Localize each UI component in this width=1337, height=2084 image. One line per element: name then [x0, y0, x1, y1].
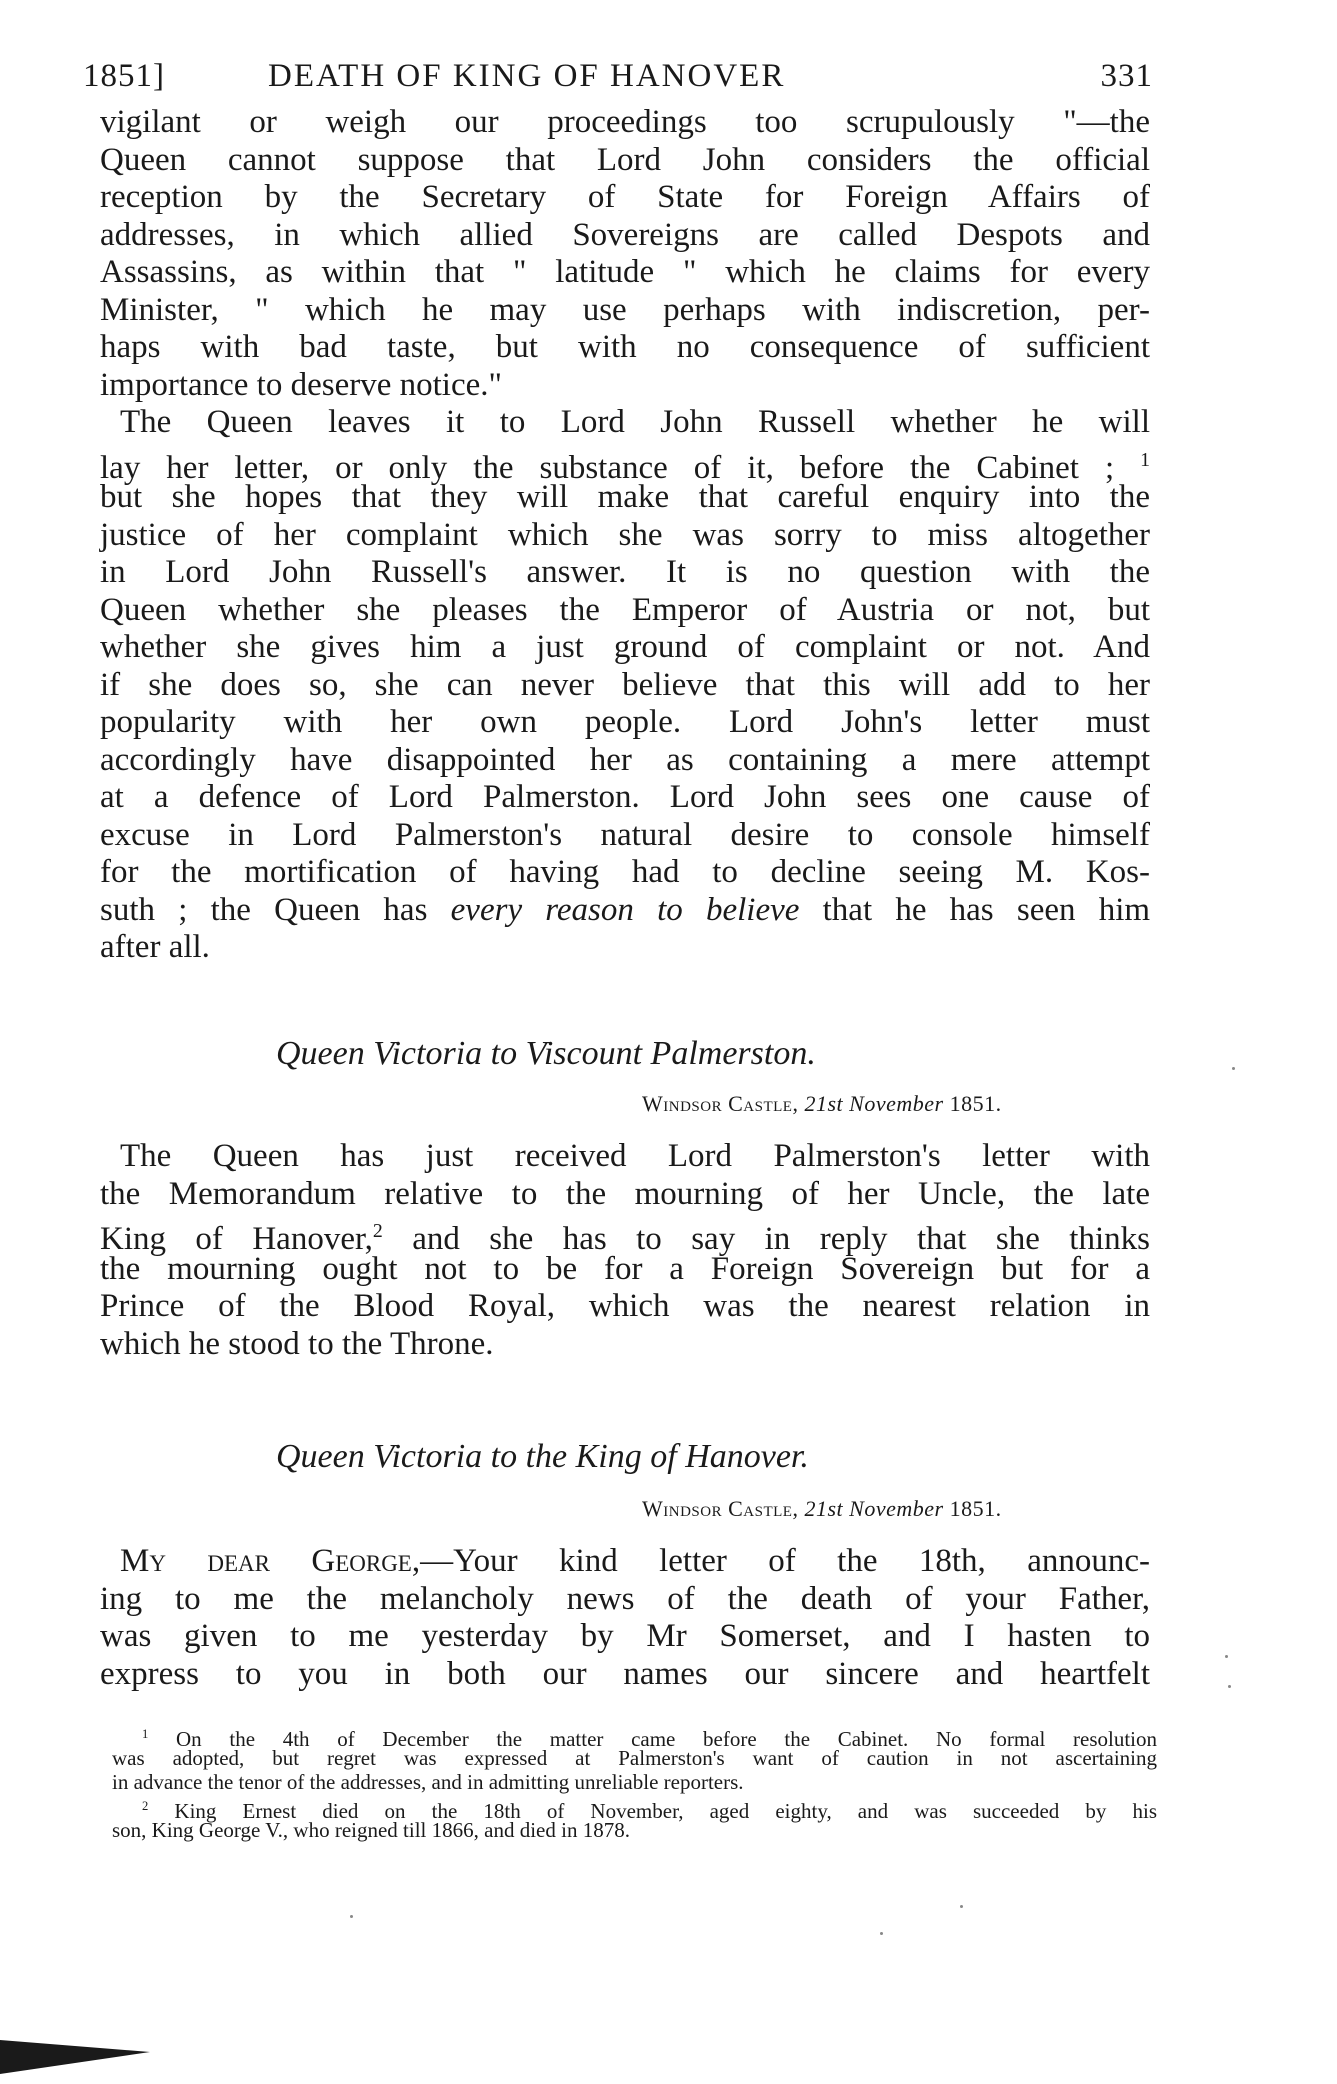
text-line: excuse in Lord Palmerston's natural desire to console himself [100, 816, 1150, 853]
letter-dateline [642, 1496, 1002, 1522]
text-line [100, 1213, 1150, 1257]
letter-dateline [642, 1091, 1002, 1117]
dateline-day: 21st [804, 1496, 844, 1521]
letter-heading: Queen Victoria to Viscount Palmerston. [276, 1035, 816, 1072]
text-line [100, 442, 1150, 486]
header-year: 1851] [83, 58, 165, 94]
text-fragment: lay her letter, or only the substance of it, before the Cabinet ; [100, 449, 1115, 486]
dateline-place: Windsor Castle, [642, 1496, 799, 1521]
text-line: Prince of the Blood Royal, which was the nearest relation in [100, 1288, 1150, 1324]
text-line: whether she gives him a just ground of complaint or not. And [100, 629, 1150, 665]
text-line: the mourning ought not to be for a Foreign Sovereign but for a [100, 1250, 1150, 1287]
emphasis-text: every reason to believe [450, 891, 800, 928]
text-line: if she does so, she can never believe that this will add to her [100, 666, 1150, 703]
text-line: reception by the Secretary of State for Foreign Affairs of [100, 179, 1150, 215]
letter-body [100, 1138, 1150, 1363]
scan-speck [350, 1915, 353, 1918]
dateline-year: 1851. [949, 1091, 1002, 1116]
scan-shadow-mark [0, 2040, 150, 2074]
dateline-month: November [849, 1091, 944, 1116]
page-number: 331 [1100, 58, 1153, 94]
text-line: was given to me yesterday by Mr Somerset, and I hasten to [100, 1618, 1150, 1654]
scan-speck [1228, 1685, 1231, 1688]
text-line: vigilant or weigh our proceedings too scrupulously "—the [100, 104, 1150, 140]
dateline-place: Windsor Castle, [642, 1091, 799, 1116]
text-line: Queen cannot suppose that Lord John considers the official [100, 141, 1150, 178]
letter-heading: Queen Victoria to the King of Hanover. [276, 1438, 809, 1475]
text-line: but she hopes that they will make that careful enquiry into the [100, 479, 1150, 515]
text-fragment: —Your kind letter of the 18th, announc- [420, 1543, 1150, 1579]
text-line: which he stood to the Throne. [100, 1325, 494, 1362]
footnote-line [112, 1794, 1157, 1823]
scan-speck [880, 1932, 883, 1935]
scan-speck [1225, 1655, 1228, 1658]
text-fragment: suth ; the Queen has [100, 891, 428, 928]
footnotes [112, 1722, 1157, 1842]
footnote-number: 2 [142, 1799, 149, 1813]
salutation: My dear George, [120, 1543, 421, 1579]
paragraph-continuation [100, 104, 1150, 404]
running-header [83, 58, 1153, 102]
text-line: The Queen leaves it to Lord John Russell whether he will [120, 404, 1150, 440]
footnote-ref-2: 2 [372, 1220, 383, 1242]
text-line: after all. [100, 929, 210, 965]
letter-body [100, 1543, 1150, 1693]
text-line: Minister, " which he may use perhaps with indiscretion, per- [100, 291, 1150, 328]
text-line: justice of her complaint which she was sorry to miss altogether [100, 516, 1150, 553]
footnote-line [112, 1722, 1158, 1751]
text-line [100, 1543, 1150, 1581]
footnote-line: in advance the tenor of the addresses, and in admitting unreliable reporters. [112, 1770, 744, 1794]
text-fragment: King of Hanover, [100, 1221, 373, 1257]
text-line [100, 892, 1150, 930]
text-fragment: and she has to say in reply that she thinks [382, 1221, 1150, 1257]
text-line: express to you in both our names our sincere and heartfelt [100, 1655, 1150, 1692]
text-line: ing to me the melancholy news of the death of your Father, [100, 1580, 1150, 1617]
scan-speck [960, 1905, 963, 1908]
dateline-day: 21st [804, 1091, 844, 1116]
text-line: at a defence of Lord Palmerston. Lord John sees one cause of [100, 779, 1150, 815]
text-fragment: King Ernest died on the 18th of November, aged eighty, and was succeeded by his [174, 1799, 1157, 1823]
footnote-number: 1 [142, 1727, 149, 1741]
dateline-month: November [849, 1496, 944, 1521]
paragraph-queen-letter [100, 404, 1150, 967]
text-line: popularity with her own people. Lord John's letter must [100, 704, 1150, 740]
header-title: DEATH OF KING OF HANOVER [268, 58, 786, 94]
dateline-year: 1851. [949, 1496, 1002, 1521]
text-line: the Memorandum relative to the mourning of her Uncle, the late [100, 1175, 1150, 1212]
footnote-ref-1: 1 [1140, 448, 1150, 471]
text-line: importance to deserve notice." [100, 366, 502, 403]
text-fragment: that he has seen him [822, 891, 1151, 928]
text-line: Assassins, as within that " latitude " which he claims for every [100, 254, 1150, 290]
text-line: haps with bad taste, but with no consequence of sufficient [100, 329, 1150, 365]
text-line: Queen whether she pleases the Emperor of Austria or not, but [100, 591, 1150, 628]
text-fragment: On the 4th of December the matter came before the Cabinet. No formal resolution [176, 1727, 1158, 1751]
text-line: for the mortification of having had to decline seeing M. Kos- [100, 854, 1150, 890]
footnote-line: son, King George V., who reigned till 1866, and died in 1878. [112, 1818, 630, 1842]
text-line: in Lord John Russell's answer. It is no question with the [100, 554, 1150, 590]
text-line: The Queen has just received Lord Palmerston's letter with [120, 1138, 1150, 1174]
scan-speck [1232, 1067, 1235, 1070]
footnote-line: was adopted, but regret was expressed at Palmerston's want of caution in not ascertaining [112, 1746, 1157, 1770]
text-line: addresses, in which allied Sovereigns are called Despots and [100, 216, 1150, 253]
text-line: accordingly have disappointed her as containing a mere attempt [100, 741, 1150, 778]
